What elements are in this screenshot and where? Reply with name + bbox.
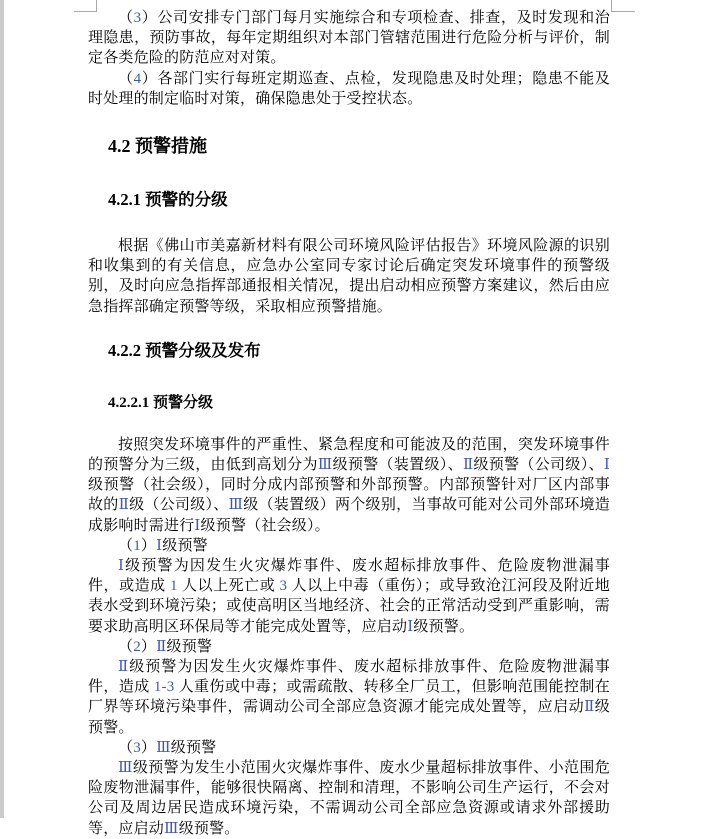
margin-crop-mark-top-right [611,0,612,11]
text-run: ） [140,739,157,756]
text-run: 级预警为发生小范围火灾爆炸事件、废水少量超标排放事件、小范围危险废物泄漏事件，能够很快隔离、控制和清理，不影响公司生产运行，不会对公司及周边居民造成环境污染，不需调动公司全部应急资源或请求外部援助等，应启动 [88,760,610,837]
text-run: 级预警（装置级）、 [332,457,463,474]
numeral-run: Ⅲ [164,820,179,837]
text-run: 根据《佛山市美嘉新材料有限公司环境风险评估报告》环境风险源的识别和收集到的有关信息，应急办公室同专家讨论后确定突发环境事件的预警级别，及时向应急指挥部通报相关情况，提出启动相应预警方案建议，然后由应急指挥部确定预警等级，采取相应预警措施。 [88,238,610,315]
text-run: ） [140,638,157,655]
text-run: （ [118,10,134,26]
para-inspection-4 [88,69,610,109]
text-run: 级预警（社会级）。 [200,517,330,534]
para-warning-levels [88,435,610,536]
numeral-run: Ⅲ [228,497,244,514]
text-run: 级预警（社会级），同时分成内部预警和外部预警。内部预警针对厂区内部事故的 [88,477,610,514]
text-run: 级预警 [170,739,217,756]
text-run: （ [118,70,134,87]
para-level-3 [88,758,610,839]
para-inspection-3 [88,8,610,69]
item-level-1-title [88,536,610,556]
numeral-run: 2 [133,638,141,655]
numeral-run: Ⅱ [118,659,130,676]
text-run: 按照突发环境事件的严重性、紧急程度和可能波及的范围，突发环境事件的预警分为三级，由低到高划分为 [88,436,610,474]
numeral-run: Ⅰ [118,558,126,575]
text-run: 4.2.2.1 预警分级 [108,394,214,411]
text-run: （ [118,739,134,756]
numeral-run: Ⅰ [156,537,163,554]
numeral-run: Ⅲ [156,739,171,756]
numeral-run: 3 [133,739,141,756]
text-run: （ [118,537,134,554]
text-run: 级预警。 [178,820,240,837]
heading-4-2 [108,135,610,157]
text-run: 级预警。 [413,618,475,635]
numeral-run: 4 [133,70,142,87]
numeral-run: Ⅱ [156,638,167,655]
text-run: 级预警（公司级）、 [473,457,604,474]
margin-crop-mark-top-right-arm [611,11,635,12]
text-run: ）公司安排专门部门每月实施综合和专项检查、排查，及时发现和治理隐患，预防事故，每年定期组织对本部门管辖范围进行危险分析与评价，制定各类危险的防范应对对策。 [88,10,610,67]
text-run: 级预警为因发生火灾爆炸事件、废水超标排放事件、危险废物泄漏事件，或造成 [88,558,610,595]
item-level-3-title [88,738,610,758]
text-run: ） [140,537,157,554]
numeral-run: 1-3 [153,679,175,696]
text-run: 4.2.2 预警分级及发布 [108,340,261,360]
text-run: 人以上死亡或 [177,578,280,595]
text-run: 级预警为因发生火灾爆炸事件、废水超标排放事件、危险废物泄漏事件，造成 [88,659,610,696]
text-run: 级（公司级）、 [129,497,229,514]
text-run: ）各部门实行每班定期巡查、点检，发现隐患及时处理；隐患不能及时处理的制定临时对策，确保隐患处于受控状态。 [88,70,610,107]
text-run: 级预警。 [88,699,610,736]
text-run: 级预警 [166,638,213,655]
text-run: 级预警 [162,537,208,554]
numeral-run: Ⅰ [194,517,201,534]
heading-4-2-1 [108,190,610,210]
item-level-2-title [88,637,610,657]
numeral-run: 3 [279,578,288,595]
para-level-1 [88,556,610,637]
text-run: 4.2 预警措施 [108,136,207,157]
heading-4-2-2-1 [108,394,610,413]
text-run: 级（装置级）两个级别，当事故可能对公司外部环境造成影响时需进行 [88,497,610,534]
numeral-run: Ⅲ [118,760,133,777]
page-left-edge [0,0,4,818]
text-run: （ [118,638,134,655]
numeral-run: Ⅱ [462,457,474,474]
para-level-2 [88,657,610,738]
text-run: 人以上中毒（重伤）；或导致沧江河段及附近地表水受到环境污染；或使高明区当地经济、社会的正常活动受到严重影响，需要求助高明区环保局等才能完成处置等，应启动 [88,578,611,635]
numeral-run: Ⅱ [584,699,595,716]
numeral-run: Ⅰ [407,618,414,635]
numeral-run: 3 [133,10,142,26]
text-run: 人重伤或中毒；或需疏散、转移全厂员工，但影响范围能控制在厂界等环境污染事件，需调动公司全部应急资源才能完成处置等，应启动 [88,679,610,716]
text-run: 4.2.1 预警的分级 [108,190,228,210]
numeral-run: 1 [133,537,141,554]
document-body [88,8,610,839]
numeral-run: 1 [170,578,178,595]
numeral-run: Ⅱ [118,497,130,514]
para-warning-basis [88,236,610,317]
numeral-run: Ⅰ [603,457,610,474]
heading-4-2-2 [108,341,610,361]
numeral-run: Ⅲ [317,457,333,474]
